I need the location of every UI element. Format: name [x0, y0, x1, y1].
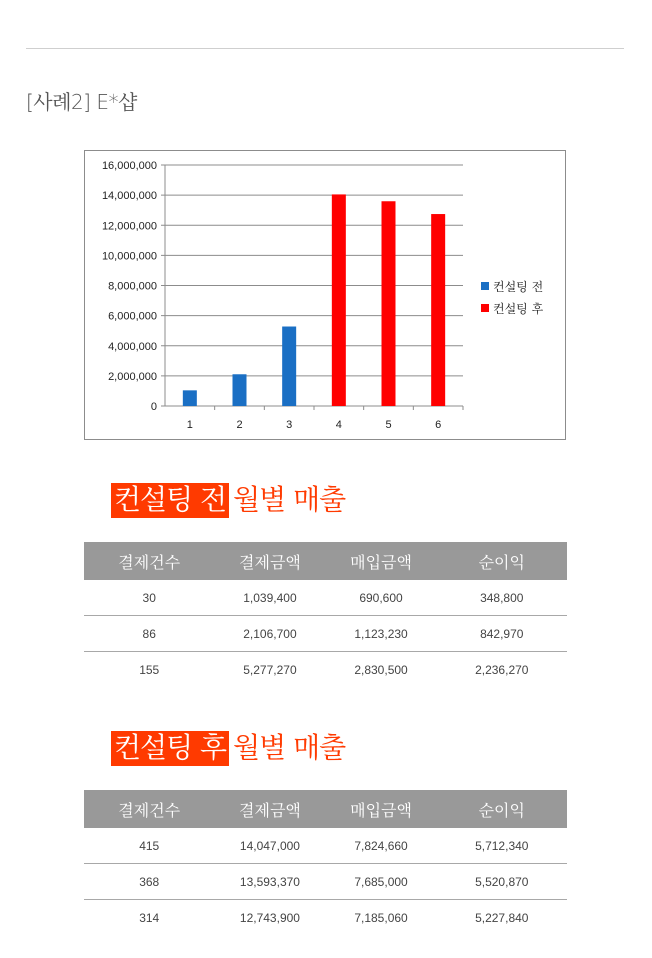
y-tick-label: 6,000,000: [108, 310, 157, 323]
table-row: [84, 864, 567, 900]
column-header: 순이익: [437, 542, 567, 580]
x-tick-label: 6: [435, 419, 442, 431]
table-cell: 415: [84, 828, 214, 864]
table-cell: 690,600: [325, 580, 436, 616]
table-cell: 30: [84, 580, 214, 616]
y-tick-label: 0: [150, 401, 157, 413]
table-cell: 348,800: [437, 580, 567, 616]
table-cell: 5,277,270: [243, 662, 297, 677]
table-cell: 13,593,370: [214, 864, 325, 900]
y-tick-label: 16,000,000: [101, 160, 157, 172]
bar-before: [183, 390, 197, 406]
table-cell: 314: [139, 910, 160, 925]
chart-legend: [481, 275, 543, 319]
table-row: [84, 828, 567, 864]
table-cell: 2,236,270: [475, 662, 529, 677]
legend-label-before: 컨설팅 전: [493, 279, 544, 294]
table-row: [84, 580, 567, 616]
table-cell: 5,712,340: [437, 828, 567, 864]
column-header: 결제금액: [214, 790, 325, 828]
table-cell: 368: [84, 864, 214, 900]
bar-after: [431, 214, 445, 406]
x-tick-label: 4: [335, 419, 342, 431]
after-sales-table: [84, 790, 567, 935]
y-tick-label: 4,000,000: [108, 340, 157, 353]
table-header-row: [84, 790, 567, 828]
table-cell: 2,830,500: [354, 662, 408, 677]
before-title-rest: 월별 매출: [233, 483, 346, 516]
y-tick-label: 12,000,000: [101, 220, 157, 233]
table-cell: 5,520,870: [437, 864, 567, 900]
bar-after: [332, 194, 346, 406]
y-tick-label: 10,000,000: [101, 250, 157, 263]
top-divider: [26, 48, 624, 49]
table-cell: 1,039,400: [214, 580, 325, 616]
legend-swatch-after: [481, 304, 489, 312]
table-row: [84, 900, 567, 936]
table-cell: 7,824,660: [325, 828, 436, 864]
x-tick-label: 5: [385, 419, 392, 431]
table-cell: 12,743,900: [239, 910, 300, 925]
y-tick-label: 8,000,000: [108, 280, 157, 293]
before-section-title: [111, 478, 345, 518]
after-title-highlight: 컨설팅 후: [111, 731, 229, 766]
x-tick-label: 1: [186, 419, 193, 431]
table-cell: 7,185,060: [354, 910, 408, 925]
table-cell: 1,123,230: [325, 616, 436, 652]
before-sales-table: [84, 542, 567, 687]
table-cell: 14,047,000: [214, 828, 325, 864]
y-tick-label: 2,000,000: [108, 370, 157, 383]
legend-label-after: 컨설팅 후: [493, 301, 544, 316]
table-row: [84, 652, 567, 688]
table-cell: 155: [139, 662, 160, 677]
table-cell: 7,685,000: [325, 864, 436, 900]
table-cell: 5,227,840: [475, 910, 529, 925]
column-header: 매입금액: [325, 790, 436, 828]
table-row: [84, 616, 567, 652]
column-header: 매입금액: [325, 542, 436, 580]
legend-item-after: [481, 297, 543, 319]
table-cell: 2,106,700: [214, 616, 325, 652]
bar-after: [382, 201, 396, 406]
x-tick-label: 2: [236, 419, 243, 431]
before-title-highlight: 컨설팅 전: [111, 483, 229, 518]
legend-item-before: [481, 275, 543, 297]
sales-bar-chart: [84, 150, 566, 440]
column-header: 결제건수: [84, 542, 214, 580]
column-header: 순이익: [437, 790, 567, 828]
column-header: 결제금액: [214, 542, 325, 580]
case-title: [사례2] E*샵: [26, 90, 137, 114]
table-cell: 842,970: [437, 616, 567, 652]
table-header-row: [84, 542, 567, 580]
x-tick-label: 3: [286, 419, 293, 431]
column-header: 결제건수: [84, 790, 214, 828]
table-cell: 86: [84, 616, 214, 652]
after-section-title: [111, 726, 345, 766]
bar-before: [282, 327, 296, 406]
after-title-rest: 월별 매출: [233, 731, 346, 764]
bar-before: [233, 374, 247, 406]
legend-swatch-before: [481, 282, 489, 290]
y-tick-label: 14,000,000: [101, 190, 157, 203]
